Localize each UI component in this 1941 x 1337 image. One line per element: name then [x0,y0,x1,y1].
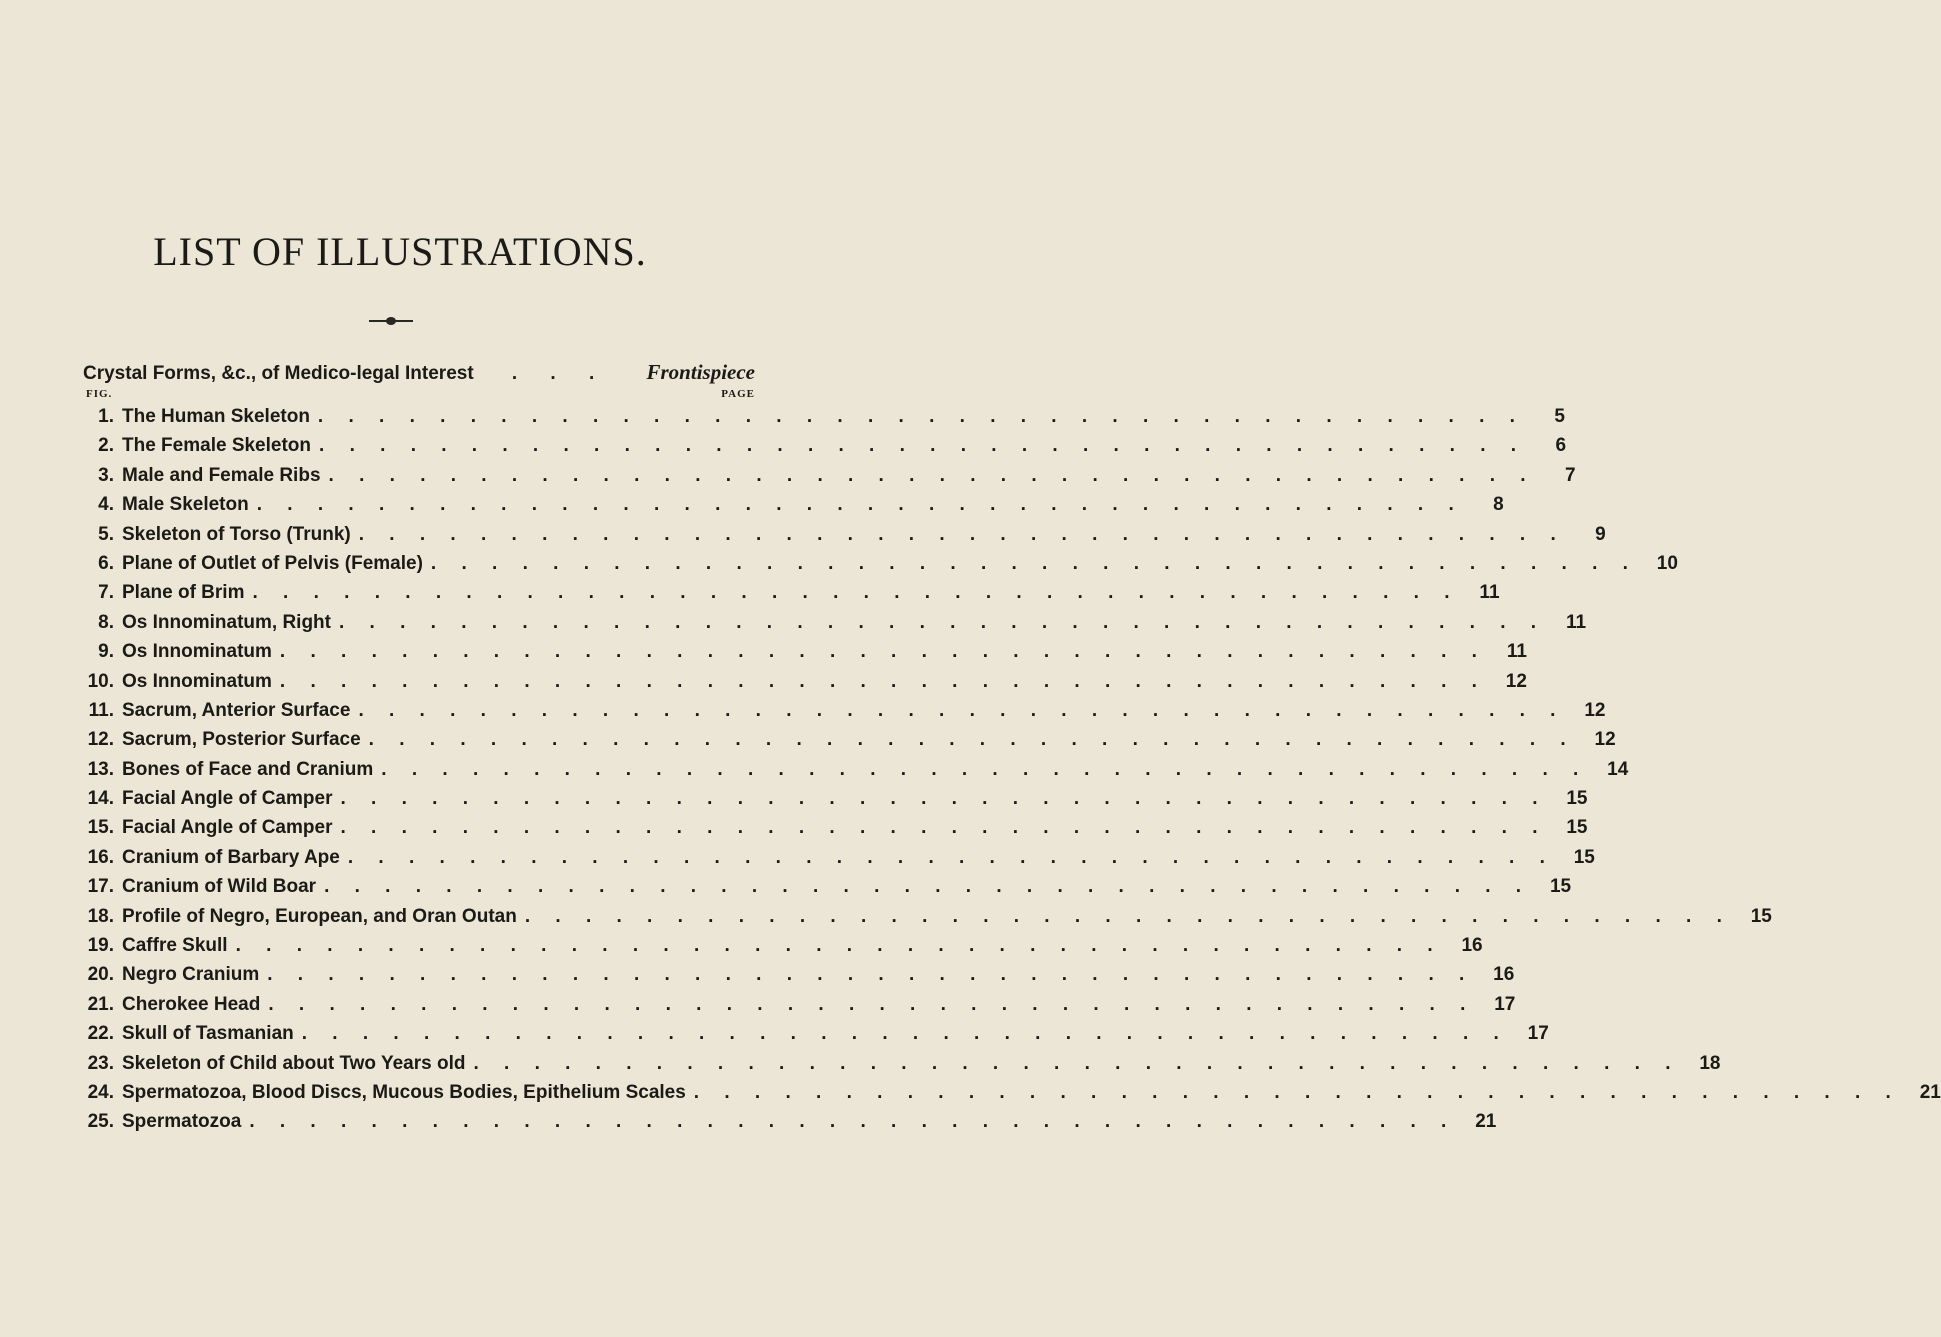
page-number: 8 [1493,494,1504,516]
figure-title: Profile of Negro, European, and Oran Outan [122,905,517,927]
ornamental-rule [369,320,413,322]
page-number: 11 [1479,582,1500,604]
figure-title: Skull of Tasmanian [122,1023,294,1045]
figure-title: Spermatozoa [122,1111,242,1133]
list-item [83,817,1588,846]
figure-number: 4. [98,494,114,516]
dot-leader: . . . . . . . . . . . . . . . . . . . . . . . . . . . . . . . . . . . . . . . . [358,699,1566,721]
page-number: 16 [1461,935,1483,957]
figure-title: Caffre Skull [122,935,228,957]
frontispiece-entry [83,360,755,386]
frontispiece-dots: . . . [511,363,609,384]
list-item [83,611,1587,641]
figure-title: Plane of Brim [122,582,245,604]
figure-number: 7. [98,582,114,604]
figure-title: Sacrum, Posterior Surface [122,729,361,751]
page-column-header: PAGE [721,388,755,400]
list-item [83,494,1504,523]
figure-title: Bones of Face and Cranium [122,758,374,780]
page-number: 21 [1475,1111,1497,1133]
figure-number: 19. [87,935,114,957]
page-number: 12 [1584,699,1606,721]
figure-title: Male and Female Ribs [122,464,321,486]
list-item [83,1111,1497,1140]
page-number: 15 [1566,817,1588,839]
illustrations-list [83,360,1941,1141]
figure-title: Male Skeleton [122,494,249,516]
figure-number: 1. [98,406,114,427]
figure-title: The Female Skeleton [122,435,312,457]
list-item [83,699,1606,729]
figure-number: 17. [87,876,114,898]
list-item [83,788,1588,817]
figure-title: Spermatozoa, Blood Discs, Mucous Bodies, Epithelium Scales [122,1081,686,1103]
page-number: 12 [1505,670,1527,692]
page-number: 11 [1506,641,1527,663]
page-number: 21 [1919,1081,1941,1103]
dot-leader: . . . . . . . . . . . . . . . . . . . . . . . . . . . . . . . . . . . . . . . . [256,494,1464,516]
figure-number: 5. [98,523,114,545]
dot-leader: . . . . . . . . . . . . . . . . . . . . . . . . . . . . . . . . . . . . . . . . [324,876,1532,898]
page-number: 15 [1566,788,1588,810]
figure-title: Skeleton of Child about Two Years old [122,1052,466,1074]
figure-title: Facial Angle of Camper [122,817,333,839]
page-number: 9 [1595,523,1606,545]
figure-title: Os Innominatum [122,641,272,663]
figure-number: 25. [87,1111,114,1133]
figure-title: Cranium of Barbary Ape [122,846,340,868]
dot-leader: . . . . . . . . . . . . . . . . . . . . . . . . . . . . . . . . . . . . . . . . [328,464,1536,486]
page-number: 16 [1493,964,1515,986]
dot-leader: . . . . . . . . . . . . . . . . . . . . . . . . . . . . . . . . . . . . . . . . [279,641,1487,663]
dot-leader: . . . . . . . . . . . . . . . . . . . . . . . . . . . . . . . . . . . . . . . . [249,1111,1457,1133]
page-number: 15 [1549,876,1572,898]
dot-leader: . . . . . . . . . . . . . . . . . . . . . . . . . . . . . . . . . . . . . . . . [319,435,1527,457]
frontispiece-page: Frontispiece [646,360,755,384]
list-item [83,993,1516,1023]
figure-number: 11. [88,699,114,721]
page-number: 12 [1594,729,1616,751]
page-number: 11 [1565,611,1587,633]
dot-leader: . . . . . . . . . . . . . . . . . . . . . . . . . . . . . . . . . . . . . . . . [268,993,1476,1015]
list-item [83,523,1606,553]
figure-title: Cranium of Wild Boar [122,876,317,898]
dot-leader: . . . . . . . . . . . . . . . . . . . . . . . . . . . . . . . . . . . . . . . . [473,1052,1681,1074]
figure-number: 18. [87,905,114,927]
dot-leader: . . . . . . . . . . . . . . . . . . . . . . . . . . . . . . . . . . . . . . . . [301,1023,1509,1045]
figure-number: 13. [87,758,114,780]
list-item [83,876,1572,905]
page-number: 6 [1555,435,1567,457]
list-item [83,464,1576,494]
list-item [83,641,1527,670]
column-headers [83,386,755,406]
dot-leader: . . . . . . . . . . . . . . . . . . . . . . . . . . . . . . . . . . . . . . . . [693,1081,1901,1103]
entries [83,406,1941,1141]
list-item [83,846,1595,876]
figure-title: Sacrum, Anterior Surface [122,699,351,721]
page-number: 15 [1573,846,1595,868]
dot-leader: . . . . . . . . . . . . . . . . . . . . . . . . . . . . . . . . . . . . . . . . [358,523,1566,545]
figure-number: 20. [87,964,114,986]
list-item [83,905,1772,935]
frontispiece-label: Crystal Forms, &c., of Medico-legal Interest [83,363,474,384]
figure-number: 14. [87,788,114,810]
figure-title: Plane of Outlet of Pelvis (Female) [122,552,423,574]
figure-number: 16. [87,846,114,868]
page-number: 7 [1564,464,1576,486]
dot-leader: . . . . . . . . . . . . . . . . . . . . . . . . . . . . . . . . . . . . . . . . [347,846,1555,868]
dot-leader: . . . . . . . . . . . . . . . . . . . . . . . . . . . . . . . . . . . . . . . . [368,729,1576,751]
page-number: 14 [1607,758,1629,780]
figure-title: Os Innominatum, Right [122,611,331,633]
list-item [83,1023,1549,1052]
dot-leader: . . . . . . . . . . . . . . . . . . . . . . . . . . . . . . . . . . . . . . . . [430,552,1638,574]
dot-leader: . . . . . . . . . . . . . . . . . . . . . . . . . . . . . . . . . . . . . . . . [339,611,1547,633]
page-number: 15 [1750,905,1772,927]
list-item [83,582,1500,611]
figure-number: 22. [87,1023,114,1045]
figure-number: 21. [87,993,114,1015]
dot-leader: . . . . . . . . . . . . . . . . . . . . . . . . . . . . . . . . . . . . . . . . [252,582,1460,604]
figure-number: 2. [98,435,114,457]
dot-leader: . . . . . . . . . . . . . . . . . . . . . . . . . . . . . . . . . . . . . . . . [524,905,1732,927]
figure-title: Cherokee Head [122,993,261,1015]
dot-leader: . . . . . . . . . . . . . . . . . . . . . . . . . . . . . . . . . . . . . . . . [279,670,1487,692]
list-item [83,552,1678,582]
list-item [83,729,1616,758]
figure-number: 8. [98,611,114,633]
dot-leader: . . . . . . . . . . . . . . . . . . . . . . . . . . . . . . . . . . . . . . . . [340,788,1548,810]
fig-column-header: FIG. [86,388,113,400]
dot-leader: . . . . . . . . . . . . . . . . . . . . . . . . . . . . . . . . . . . . . . . . [340,817,1548,839]
page-number: 17 [1494,993,1516,1015]
list-item [83,935,1483,964]
figure-title: Os Innominatum [122,670,272,692]
list-item [83,1052,1721,1082]
dot-leader: . . . . . . . . . . . . . . . . . . . . . . . . . . . . . . . . . . . . . . . . [317,406,1525,427]
figure-title: Negro Cranium [122,964,260,986]
figure-number: 3. [98,464,114,486]
figure-number: 10. [87,670,114,692]
page-number: 17 [1527,1023,1549,1045]
list-item [83,758,1629,788]
list-item [83,964,1515,993]
figure-number: 12. [87,729,114,751]
list-item [83,406,1565,435]
figure-title: Skeleton of Torso (Trunk) [122,523,351,545]
list-item [83,670,1527,700]
dot-leader: . . . . . . . . . . . . . . . . . . . . . . . . . . . . . . . . . . . . . . . . [381,758,1589,780]
page-number: 5 [1554,406,1565,427]
page-number: 18 [1699,1052,1721,1074]
figure-title: The Human Skeleton [122,406,310,427]
list-item [83,435,1567,464]
page-title: LIST OF ILLUSTRATIONS. [153,229,647,274]
figure-number: 15. [87,817,114,839]
page-number: 10 [1656,552,1678,574]
figure-title: Facial Angle of Camper [122,788,333,810]
dot-leader: . . . . . . . . . . . . . . . . . . . . . . . . . . . . . . . . . . . . . . . . [267,964,1475,986]
list-item [83,1081,1941,1111]
dot-leader: . . . . . . . . . . . . . . . . . . . . . . . . . . . . . . . . . . . . . . . . [235,935,1443,957]
figure-number: 23. [87,1052,114,1074]
figure-number: 6. [98,552,114,574]
figure-number: 24. [87,1081,114,1103]
figure-number: 9. [98,641,114,663]
